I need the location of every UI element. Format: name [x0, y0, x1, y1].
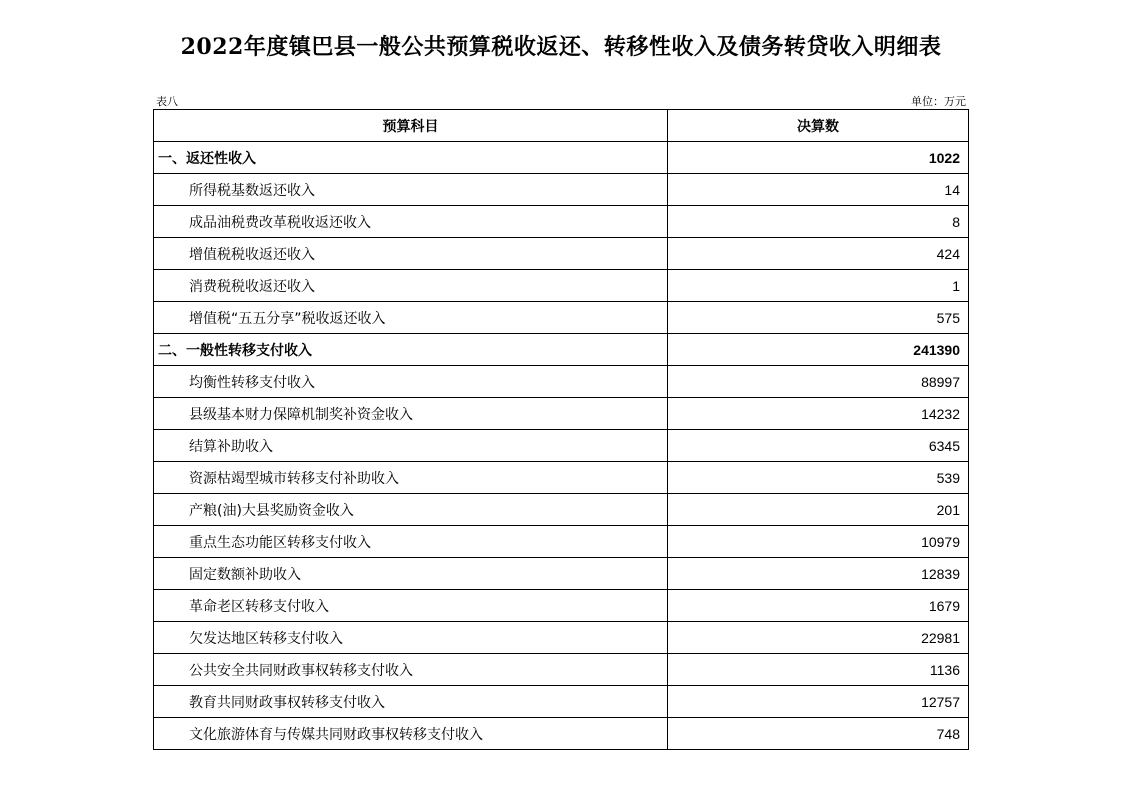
table-row — [154, 526, 969, 558]
budget-table — [153, 109, 969, 750]
table-row — [154, 622, 969, 654]
table-row — [154, 398, 969, 430]
table-row — [154, 174, 969, 206]
budget-subject-cell: 均衡性转移支付收入 — [154, 366, 668, 398]
final-amount-cell: 424 — [668, 238, 969, 270]
budget-subject-cell: 结算补助收入 — [154, 430, 668, 462]
final-amount-cell: 539 — [668, 462, 969, 494]
table-row — [154, 270, 969, 302]
table-row — [154, 366, 969, 398]
column-header-amount: 决算数 — [668, 110, 969, 142]
table-row — [154, 686, 969, 718]
final-amount-cell: 6345 — [668, 430, 969, 462]
final-amount-cell: 14232 — [668, 398, 969, 430]
table-row — [154, 494, 969, 526]
budget-subject-cell: 固定数额补助收入 — [154, 558, 668, 590]
budget-subject-cell: 欠发达地区转移支付收入 — [154, 622, 668, 654]
table-row — [154, 718, 969, 750]
final-amount-cell: 1022 — [668, 142, 969, 174]
table-row — [154, 654, 969, 686]
budget-subject-cell: 二、一般性转移支付收入 — [154, 334, 668, 366]
final-amount-cell: 748 — [668, 718, 969, 750]
budget-subject-cell: 教育共同财政事权转移支付收入 — [154, 686, 668, 718]
column-header-subject: 预算科目 — [154, 110, 668, 142]
table-row — [154, 462, 969, 494]
budget-subject-cell: 产粮(油)大县奖励资金收入 — [154, 494, 668, 526]
final-amount-cell: 1136 — [668, 654, 969, 686]
category-row — [154, 334, 969, 366]
table-row — [154, 430, 969, 462]
budget-subject-cell: 消费税税收返还收入 — [154, 270, 668, 302]
final-amount-cell: 1679 — [668, 590, 969, 622]
unit-label: 单位：万元 — [911, 95, 966, 108]
final-amount-cell: 12839 — [668, 558, 969, 590]
table-header-row — [154, 110, 969, 142]
table-row — [154, 206, 969, 238]
page-title: 2022年度镇巴县一般公共预算税收返还、转移性收入及债务转贷收入明细表 — [180, 34, 942, 60]
budget-subject-cell: 公共安全共同财政事权转移支付收入 — [154, 654, 668, 686]
final-amount-cell: 14 — [668, 174, 969, 206]
final-amount-cell: 1 — [668, 270, 969, 302]
final-amount-cell: 12757 — [668, 686, 969, 718]
final-amount-cell: 241390 — [668, 334, 969, 366]
budget-subject-cell: 文化旅游体育与传媒共同财政事权转移支付收入 — [154, 718, 668, 750]
final-amount-cell: 575 — [668, 302, 969, 334]
final-amount-cell: 10979 — [668, 526, 969, 558]
budget-subject-cell: 重点生态功能区转移支付收入 — [154, 526, 668, 558]
table-row — [154, 590, 969, 622]
budget-subject-cell: 增值税税收返还收入 — [154, 238, 668, 270]
budget-subject-cell: 一、返还性收入 — [154, 142, 668, 174]
final-amount-cell: 22981 — [668, 622, 969, 654]
table-number: 表八 — [156, 95, 178, 108]
table-row — [154, 238, 969, 270]
final-amount-cell: 201 — [668, 494, 969, 526]
budget-subject-cell: 革命老区转移支付收入 — [154, 590, 668, 622]
table-row — [154, 302, 969, 334]
budget-subject-cell: 县级基本财力保障机制奖补资金收入 — [154, 398, 668, 430]
budget-subject-cell: 增值税“五五分享”税收返还收入 — [154, 302, 668, 334]
category-row — [154, 142, 969, 174]
table-body — [154, 142, 969, 750]
budget-subject-cell: 资源枯竭型城市转移支付补助收入 — [154, 462, 668, 494]
final-amount-cell: 88997 — [668, 366, 969, 398]
final-amount-cell: 8 — [668, 206, 969, 238]
budget-subject-cell: 成品油税费改革税收返还收入 — [154, 206, 668, 238]
table-row — [154, 558, 969, 590]
budget-subject-cell: 所得税基数返还收入 — [154, 174, 668, 206]
